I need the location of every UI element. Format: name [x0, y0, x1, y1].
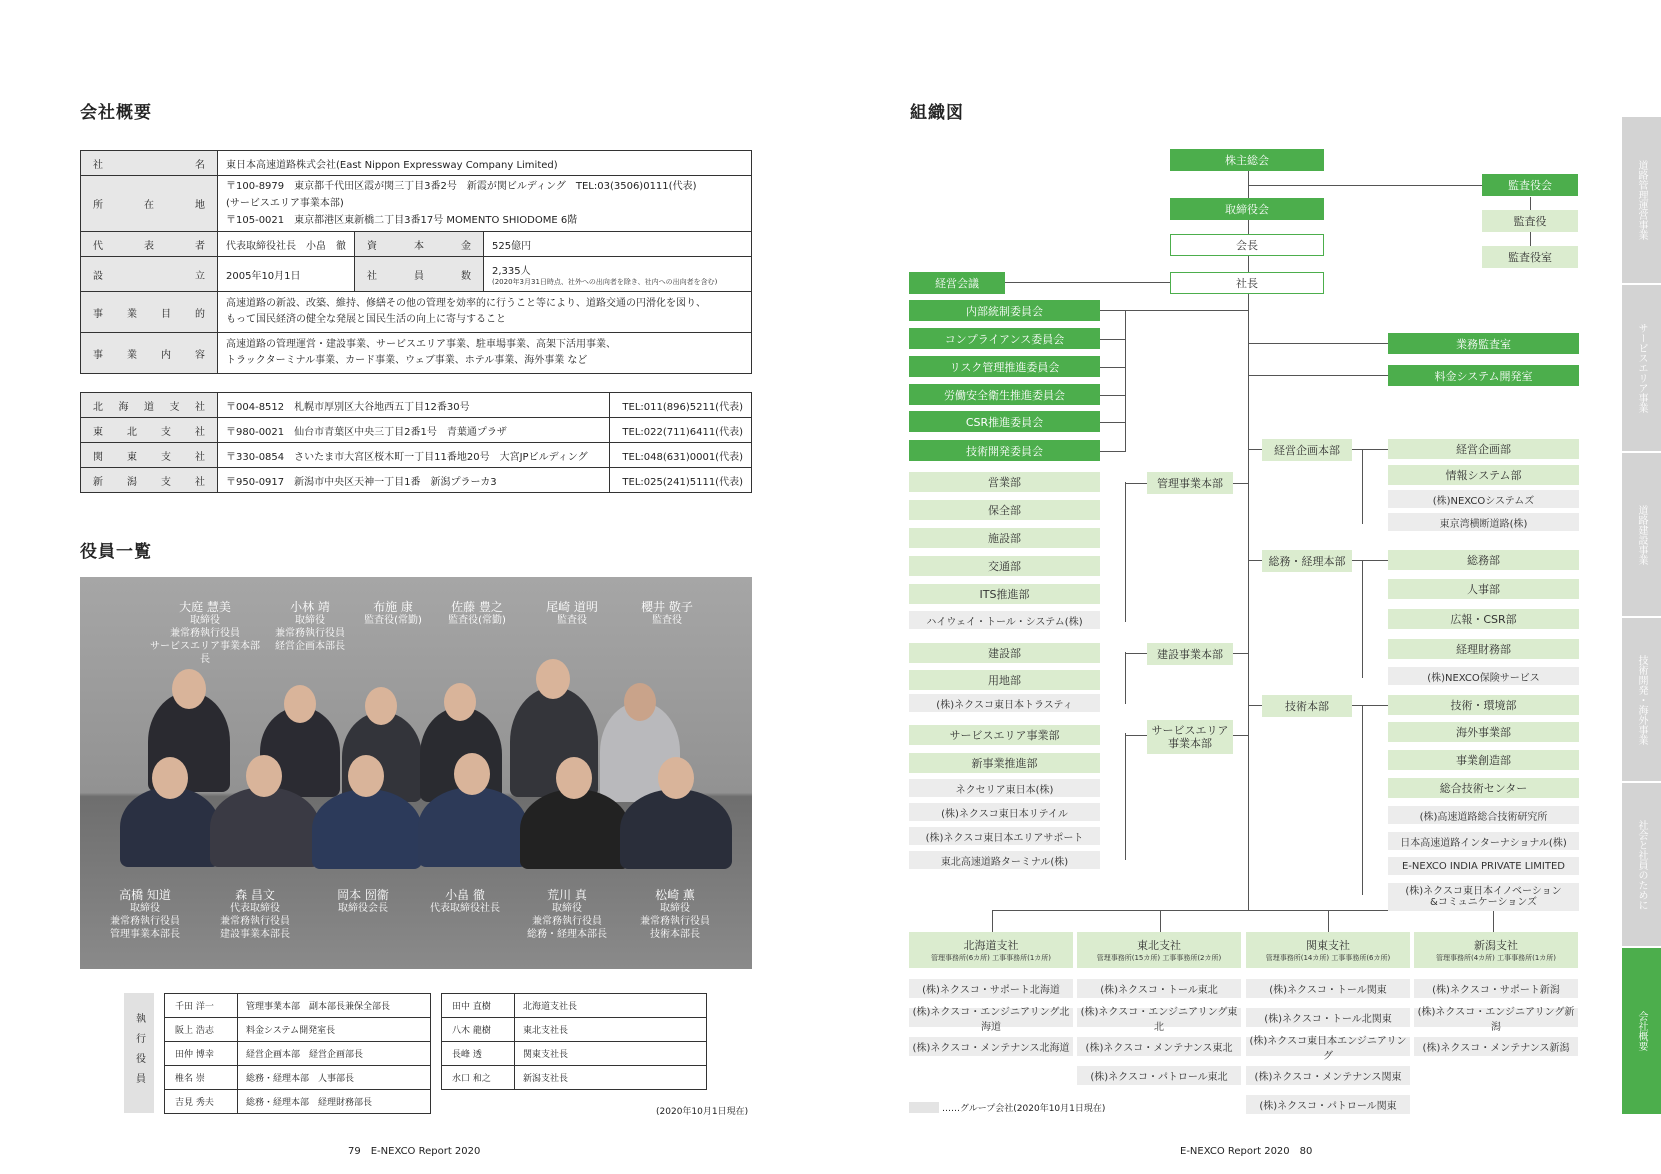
connector-line: [1125, 482, 1126, 622]
group-company-box: (株)ネクスコ・エンジニアリング新潟: [1414, 1008, 1578, 1027]
committee-box: CSR推進委員会: [909, 411, 1100, 432]
group-company-box: (株)ネクスコ・トール北関東: [1246, 1008, 1410, 1027]
connector-line: [1100, 339, 1125, 340]
exec-name: 水口 和之: [442, 1066, 515, 1089]
board-box: 取締役会: [1170, 198, 1324, 220]
auditors-board-box: 監査役会: [1482, 174, 1578, 196]
audit-dept-box: 業務監査室: [1388, 333, 1579, 354]
officer-role: 代表取締役社長: [430, 903, 500, 914]
exec-title: 新潟支社長: [523, 1074, 569, 1084]
exec-name: 吉見 秀夫: [165, 1090, 238, 1113]
officer-role: 監査役: [557, 615, 587, 626]
legend-text: ……グループ会社(2020年10月1日現在): [942, 1104, 1106, 1114]
connector-line: [1362, 560, 1363, 678]
officer-caption: [517, 601, 627, 627]
connector-line: [1493, 910, 1494, 932]
exec-title: 東北支社長: [523, 1026, 569, 1036]
branch-name: 東北支社: [1137, 939, 1181, 952]
officer-role: 取締役 兼常務執行役員 経営企画本部長: [275, 615, 345, 652]
group-company-box: (株)NEXCOシステムズ: [1388, 490, 1579, 508]
officer-name: 松崎 薫: [655, 888, 695, 902]
business-cell: [218, 333, 752, 374]
person-head: [536, 659, 570, 699]
connector-line: [1248, 375, 1388, 376]
dept-box: 経理財務部: [1388, 639, 1579, 659]
branch-table: [80, 392, 752, 493]
person-figure: [210, 787, 320, 867]
officer-name: 櫻井 敬子: [641, 600, 693, 614]
company-overview-title: 会社概要: [80, 103, 152, 123]
person-figure: [418, 787, 528, 867]
connector-line: [1005, 282, 1170, 283]
officer-name: 小畠 徹: [445, 888, 485, 902]
officer-caption: [410, 889, 520, 915]
branch-tel: TEL:011(896)5211(代表): [609, 393, 751, 418]
purpose-line: もって国民経済の健全な発展と国民生活の向上に寄与すること: [226, 314, 506, 325]
tab-road-construction[interactable]: 道路建設事業: [1622, 453, 1661, 618]
exec-name: 田中 直樹: [442, 994, 515, 1017]
branch-address: 〒330-0854 さいたま市大宮区桜木町一丁目11番地20号 大宮JPビルディング: [218, 443, 610, 468]
connector-line: [1362, 705, 1363, 895]
group-company-box: ハイウェイ・トール・システム(株): [909, 611, 1100, 629]
connector-line: [1100, 310, 1248, 311]
officer-caption: [512, 889, 622, 941]
list-item: [442, 1042, 706, 1066]
committee-box: リスク管理推進委員会: [909, 356, 1100, 377]
committee-box: 内部統制委員会: [909, 300, 1100, 321]
connector-line: [1100, 422, 1125, 423]
committee-box: コンプライアンス委員会: [909, 328, 1100, 349]
company-info-table: [80, 150, 752, 374]
branch-offices: 管理事務所(15カ所) 工事事務所(2カ所): [1096, 954, 1222, 962]
tab-company-overview[interactable]: 会社概要: [1622, 948, 1661, 1116]
auditor-office-box: 監査役室: [1482, 246, 1578, 268]
exec-label: 執行役員: [124, 993, 154, 1113]
group-company-box: 東京湾横断道路(株): [1388, 513, 1579, 531]
established: 2005年10月1日: [218, 257, 355, 292]
connector-line: [992, 910, 993, 932]
chairman-box: 会長: [1170, 234, 1324, 256]
shareholders-box: 株主総会: [1170, 149, 1324, 171]
capital: 525億円: [484, 232, 752, 257]
branch-box: [1414, 932, 1578, 968]
officer-name: 岡本 圀衞: [337, 888, 389, 902]
branch-tel: TEL:022(711)6411(代表): [609, 418, 751, 443]
branch-address: 〒980-0021 仙台市青葉区中央三丁目2番1号 青葉通プラザ: [218, 418, 610, 443]
label: 資本金: [355, 232, 484, 257]
auditor-box: 監査役: [1482, 210, 1578, 232]
connector-line: [1362, 449, 1363, 524]
label: 社名: [81, 151, 218, 176]
tab-tech-overseas[interactable]: 技術開発・海外事業: [1622, 618, 1661, 783]
group-company-box: (株)ネクスコ・エンジニアリング東北: [1077, 1008, 1241, 1027]
person-figure: [620, 789, 732, 869]
list-item: [442, 994, 706, 1018]
person-head: [658, 757, 694, 799]
person-head: [152, 757, 188, 799]
branch-box: [1077, 932, 1241, 968]
person-head: [365, 687, 397, 725]
group-company-box: (株)ネクスコ・トール関東: [1246, 979, 1410, 998]
exec-title: 北海道支社長: [523, 1002, 578, 1012]
group-company-box: E-NEXCO INDIA PRIVATE LIMITED: [1388, 857, 1579, 875]
person-figure: [312, 789, 422, 869]
president-box: 社長: [1170, 272, 1324, 294]
branch-box: [909, 932, 1073, 968]
group-company-box: (株)ネクスコ・エンジニアリング北海道: [909, 1008, 1073, 1027]
label: 社員数: [355, 257, 484, 292]
tab-road-management[interactable]: 道路管理運営事業: [1622, 117, 1661, 285]
list-item: [165, 1042, 430, 1066]
branch-name: 東北支社: [81, 418, 218, 443]
branch-name: 新潟支社: [1474, 939, 1518, 952]
group-company-box: (株)ネクスコ・サポート新潟: [1414, 979, 1578, 998]
group-company-box: 東北高速道路ターミナル(株): [909, 851, 1100, 869]
label: 所在地: [81, 176, 218, 232]
exec-title: 経営企画本部 経営企画部長: [246, 1050, 364, 1060]
connector-line: [1100, 451, 1125, 452]
label: 事業内容: [81, 333, 218, 374]
employees-note: (2020年3月31日時点、社外への出向者を除き、社内への出向者を含む): [492, 277, 718, 286]
group-company-box: ネクセリア東日本(株): [909, 779, 1100, 797]
branch-name: 北海道支社: [81, 393, 218, 418]
officers-photo: [80, 577, 752, 969]
connector-line: [1125, 310, 1126, 452]
dept-box: 建設部: [909, 643, 1100, 663]
officers-title: 役員一覧: [80, 542, 152, 562]
dept-box: 営業部: [909, 472, 1100, 492]
address-line: 〒105-0021 東京都港区東新橋二丁目3番17号 MOMENTO SHIODOME 6階: [226, 215, 578, 226]
branch-name: 新潟支社: [81, 468, 218, 493]
list-item: [442, 1066, 706, 1089]
person-head: [444, 683, 476, 721]
officer-role: 取締役会長: [338, 903, 388, 914]
list-item: [165, 1090, 430, 1113]
tab-society-employees[interactable]: 社会と社員のために: [1622, 783, 1661, 948]
exec-name: 阪上 浩志: [165, 1018, 238, 1041]
committee-box: 労働安全衛生推進委員会: [909, 384, 1100, 405]
officer-name: 荒川 真: [547, 888, 587, 902]
dept-box: 事業創造部: [1388, 750, 1579, 770]
tab-service-area[interactable]: サービスエリア事業: [1622, 285, 1661, 453]
group-company-box: (株)ネクスコ東日本エリアサポート: [909, 827, 1100, 845]
page-number-left: 79 E-NEXCO Report 2020: [348, 1146, 481, 1157]
connector-line: [1100, 395, 1125, 396]
label: 事業目的: [81, 292, 218, 333]
group-company-box: (株)ネクスコ・パトロール関東: [1246, 1095, 1410, 1114]
group-company-box: (株)ネクスコ東日本エンジニアリング: [1246, 1037, 1410, 1056]
branch-offices: 管理事務所(6カ所) 工事事務所(1カ所): [930, 954, 1052, 962]
branch-tel: TEL:025(241)5111(代表): [609, 468, 751, 493]
page-number-right: E-NEXCO Report 2020 80: [1180, 1146, 1313, 1157]
officer-name: 布施 康: [373, 600, 413, 614]
person-figure: [120, 787, 220, 867]
branch-name: 関東支社: [1306, 939, 1350, 952]
officer-caption: [308, 889, 418, 915]
dept-box: 交通部: [909, 556, 1100, 576]
business-line: トラックターミナル事業、カード事業、ウェブ事業、ホテル事業、海外事業 など: [226, 355, 588, 366]
as-of-note: (2020年10月1日現在): [656, 1107, 749, 1117]
group-company-box: (株)ネクスコ・メンテナンス北海道: [909, 1037, 1073, 1056]
dept-box: 総務部: [1388, 550, 1579, 570]
officer-role: 取締役 兼常務執行役員 総務・経理本部長: [527, 903, 607, 940]
dept-box: 技術・環境部: [1388, 695, 1579, 715]
officer-caption: [90, 889, 200, 941]
table-row: [81, 468, 752, 493]
exec-name: 長峰 透: [442, 1042, 515, 1065]
branch-box: [1246, 932, 1410, 968]
group-company-box: (株)ネクスコ東日本リテイル: [909, 803, 1100, 821]
branch-address: 〒004-8512 札幌市厚別区大谷地西五丁目12番30号: [218, 393, 610, 418]
representative: 代表取締役社長 小畠 徹: [218, 232, 355, 257]
address-cell: [218, 176, 752, 232]
employees: 2,335人: [492, 265, 531, 277]
group-company-box: (株)ネクスコ・サポート北海道: [909, 979, 1073, 998]
business-line: 高速道路の管理運営・建設事業、サービスエリア事業、駐車場事業、高架下活用事業、: [226, 339, 616, 350]
group-company-box: (株)高速道路総合技術研究所: [1388, 806, 1579, 824]
officer-role: 代表取締役 兼常務執行役員 建設事業本部長: [220, 903, 290, 940]
dept-box: 施設部: [909, 528, 1100, 548]
group-company-box: (株)ネクスコ・パトロール東北: [1077, 1066, 1241, 1085]
person-head: [348, 755, 384, 797]
dept-box: 総合技術センター: [1388, 778, 1579, 798]
exec-title: 管理事業本部 副本部長兼保全部長: [246, 1002, 391, 1012]
toll-dev-box: 料金システム開発室: [1388, 365, 1579, 386]
branch-offices: 管理事務所(14カ所) 工事事務所(6カ所): [1265, 954, 1391, 962]
exec-list-a: [164, 993, 431, 1114]
list-item: [442, 1018, 706, 1042]
org-chart-title: 組織図: [910, 103, 964, 123]
general-hq-box: 総務・経理本部: [1262, 550, 1352, 572]
dept-box: ITS推進部: [909, 584, 1100, 604]
officer-role: 取締役 兼常務執行役員 管理事業本部長: [110, 903, 180, 940]
officer-role: 監査役: [652, 615, 682, 626]
label: 設立: [81, 257, 218, 292]
connector-line: [1248, 185, 1482, 186]
exec-name: 千田 洋一: [165, 994, 238, 1017]
list-item: [165, 994, 430, 1018]
tech-hq-box: 技術本部: [1262, 695, 1352, 717]
group-company-box: (株)ネクスコ・トール東北: [1077, 979, 1241, 998]
officer-caption: [150, 601, 260, 666]
officer-name: 大庭 慧美: [179, 600, 231, 614]
group-company-box: 日本高速道路インターナショナル(株): [1388, 832, 1579, 850]
address-line: 〒100-8979 東京都千代田区霞が関三丁目3番2号 新霞が関ビルディング TEL:03(3506)0111(代表): [226, 181, 697, 192]
person-head: [246, 755, 282, 797]
officer-caption: [422, 601, 532, 627]
exec-list-b: [441, 993, 707, 1090]
exec-title: 料金システム開発室長: [246, 1026, 336, 1036]
plan-hq-box: 経営企画本部: [1262, 439, 1352, 461]
mgmt-hq-box: 管理事業本部: [1147, 472, 1233, 494]
purpose-line: 高速道路の新設、改築、維持、修繕その他の管理を効率的に行うこと等により、道路交通の円滑化を図り、: [226, 298, 706, 309]
exec-title: 関東支社長: [523, 1050, 569, 1060]
const-hq-box: 建設事業本部: [1147, 643, 1233, 665]
exec-title: 総務・経理本部 人事部長: [246, 1074, 355, 1084]
officer-name: 高橋 知道: [119, 888, 171, 902]
address-line: (サービスエリア事業本部): [226, 198, 344, 209]
person-head: [454, 753, 490, 795]
officer-role: 取締役 兼常務執行役員 サービスエリア事業本部長: [150, 615, 260, 665]
company-name: 東日本高速道路株式会社(East Nippon Expressway Company Limited): [218, 151, 752, 176]
officer-name: 佐藤 豊之: [451, 600, 503, 614]
officer-name: 尾崎 道明: [546, 600, 598, 614]
dept-box: 海外事業部: [1388, 722, 1579, 742]
dept-box: 経営企画部: [1388, 439, 1579, 459]
exec-name: 田仲 博幸: [165, 1042, 238, 1065]
person-head: [556, 757, 592, 799]
connector-line: [1125, 652, 1126, 704]
officer-role: 取締役 兼常務執行役員 技術本部長: [640, 903, 710, 940]
dept-box: 情報システム部: [1388, 465, 1579, 485]
list-item: [165, 1018, 430, 1042]
purpose-cell: [218, 292, 752, 333]
person-head: [284, 685, 316, 723]
group-company-box: (株)ネクスコ・メンテナンス東北: [1077, 1037, 1241, 1056]
connector-line: [1328, 910, 1329, 932]
exec-title: 総務・経理本部 経理財務部長: [246, 1098, 373, 1108]
person-head: [624, 683, 656, 721]
officer-caption: [200, 889, 310, 941]
branch-name: 北海道支社: [963, 939, 1019, 952]
dept-box: 人事部: [1388, 579, 1579, 599]
label: 代表者: [81, 232, 218, 257]
dept-box: 広報・CSR部: [1388, 609, 1579, 629]
table-row: [81, 393, 752, 418]
officer-caption: [612, 601, 722, 627]
list-item: [165, 1066, 430, 1090]
dept-box: 保全部: [909, 500, 1100, 520]
officer-caption: [620, 889, 730, 941]
dept-box: サービスエリア事業部: [909, 725, 1100, 745]
connector-line: [1248, 343, 1388, 344]
group-company-box: (株)NEXCO保険サービス: [1388, 667, 1579, 685]
person-head: [172, 669, 206, 709]
dept-box: 用地部: [909, 670, 1100, 690]
connector-line: [1100, 367, 1125, 368]
committee-box: 技術開発委員会: [909, 440, 1100, 461]
exec-name: 八木 龍樹: [442, 1018, 515, 1041]
sa-hq-box: サービスエリア 事業本部: [1147, 720, 1233, 754]
branch-tel: TEL:048(631)0001(代表): [609, 443, 751, 468]
group-company-box: (株)ネクスコ東日本イノベーション &コミュニケーションズ: [1388, 883, 1579, 911]
branch-address: 〒950-0917 新潟市中央区天神一丁目1番 新潟プラーカ3: [218, 468, 610, 493]
mgmt-meeting-box: 経営会議: [909, 272, 1005, 294]
connector-line: [1160, 910, 1161, 932]
person-figure: [520, 789, 630, 869]
group-company-box: (株)ネクスコ東日本トラスティ: [909, 694, 1100, 712]
branch-name: 関東支社: [81, 443, 218, 468]
table-row: [81, 418, 752, 443]
branch-offices: 管理事務所(4カ所) 工事事務所(1カ所): [1435, 954, 1557, 962]
employees-cell: [484, 257, 752, 292]
officer-name: 小林 靖: [290, 600, 330, 614]
exec-name: 椎名 崇: [165, 1066, 238, 1089]
officer-name: 森 昌文: [235, 888, 275, 902]
group-company-box: (株)ネクスコ・メンテナンス新潟: [1414, 1037, 1578, 1056]
connector-line: [1125, 733, 1126, 860]
officer-role: 監査役(常勤): [448, 615, 506, 626]
officer-role: 監査役(常勤): [364, 615, 422, 626]
table-row: [81, 443, 752, 468]
dept-box: 新事業推進部: [909, 753, 1100, 773]
legend-swatch: [909, 1102, 939, 1113]
group-company-box: (株)ネクスコ・メンテナンス関東: [1246, 1066, 1410, 1085]
